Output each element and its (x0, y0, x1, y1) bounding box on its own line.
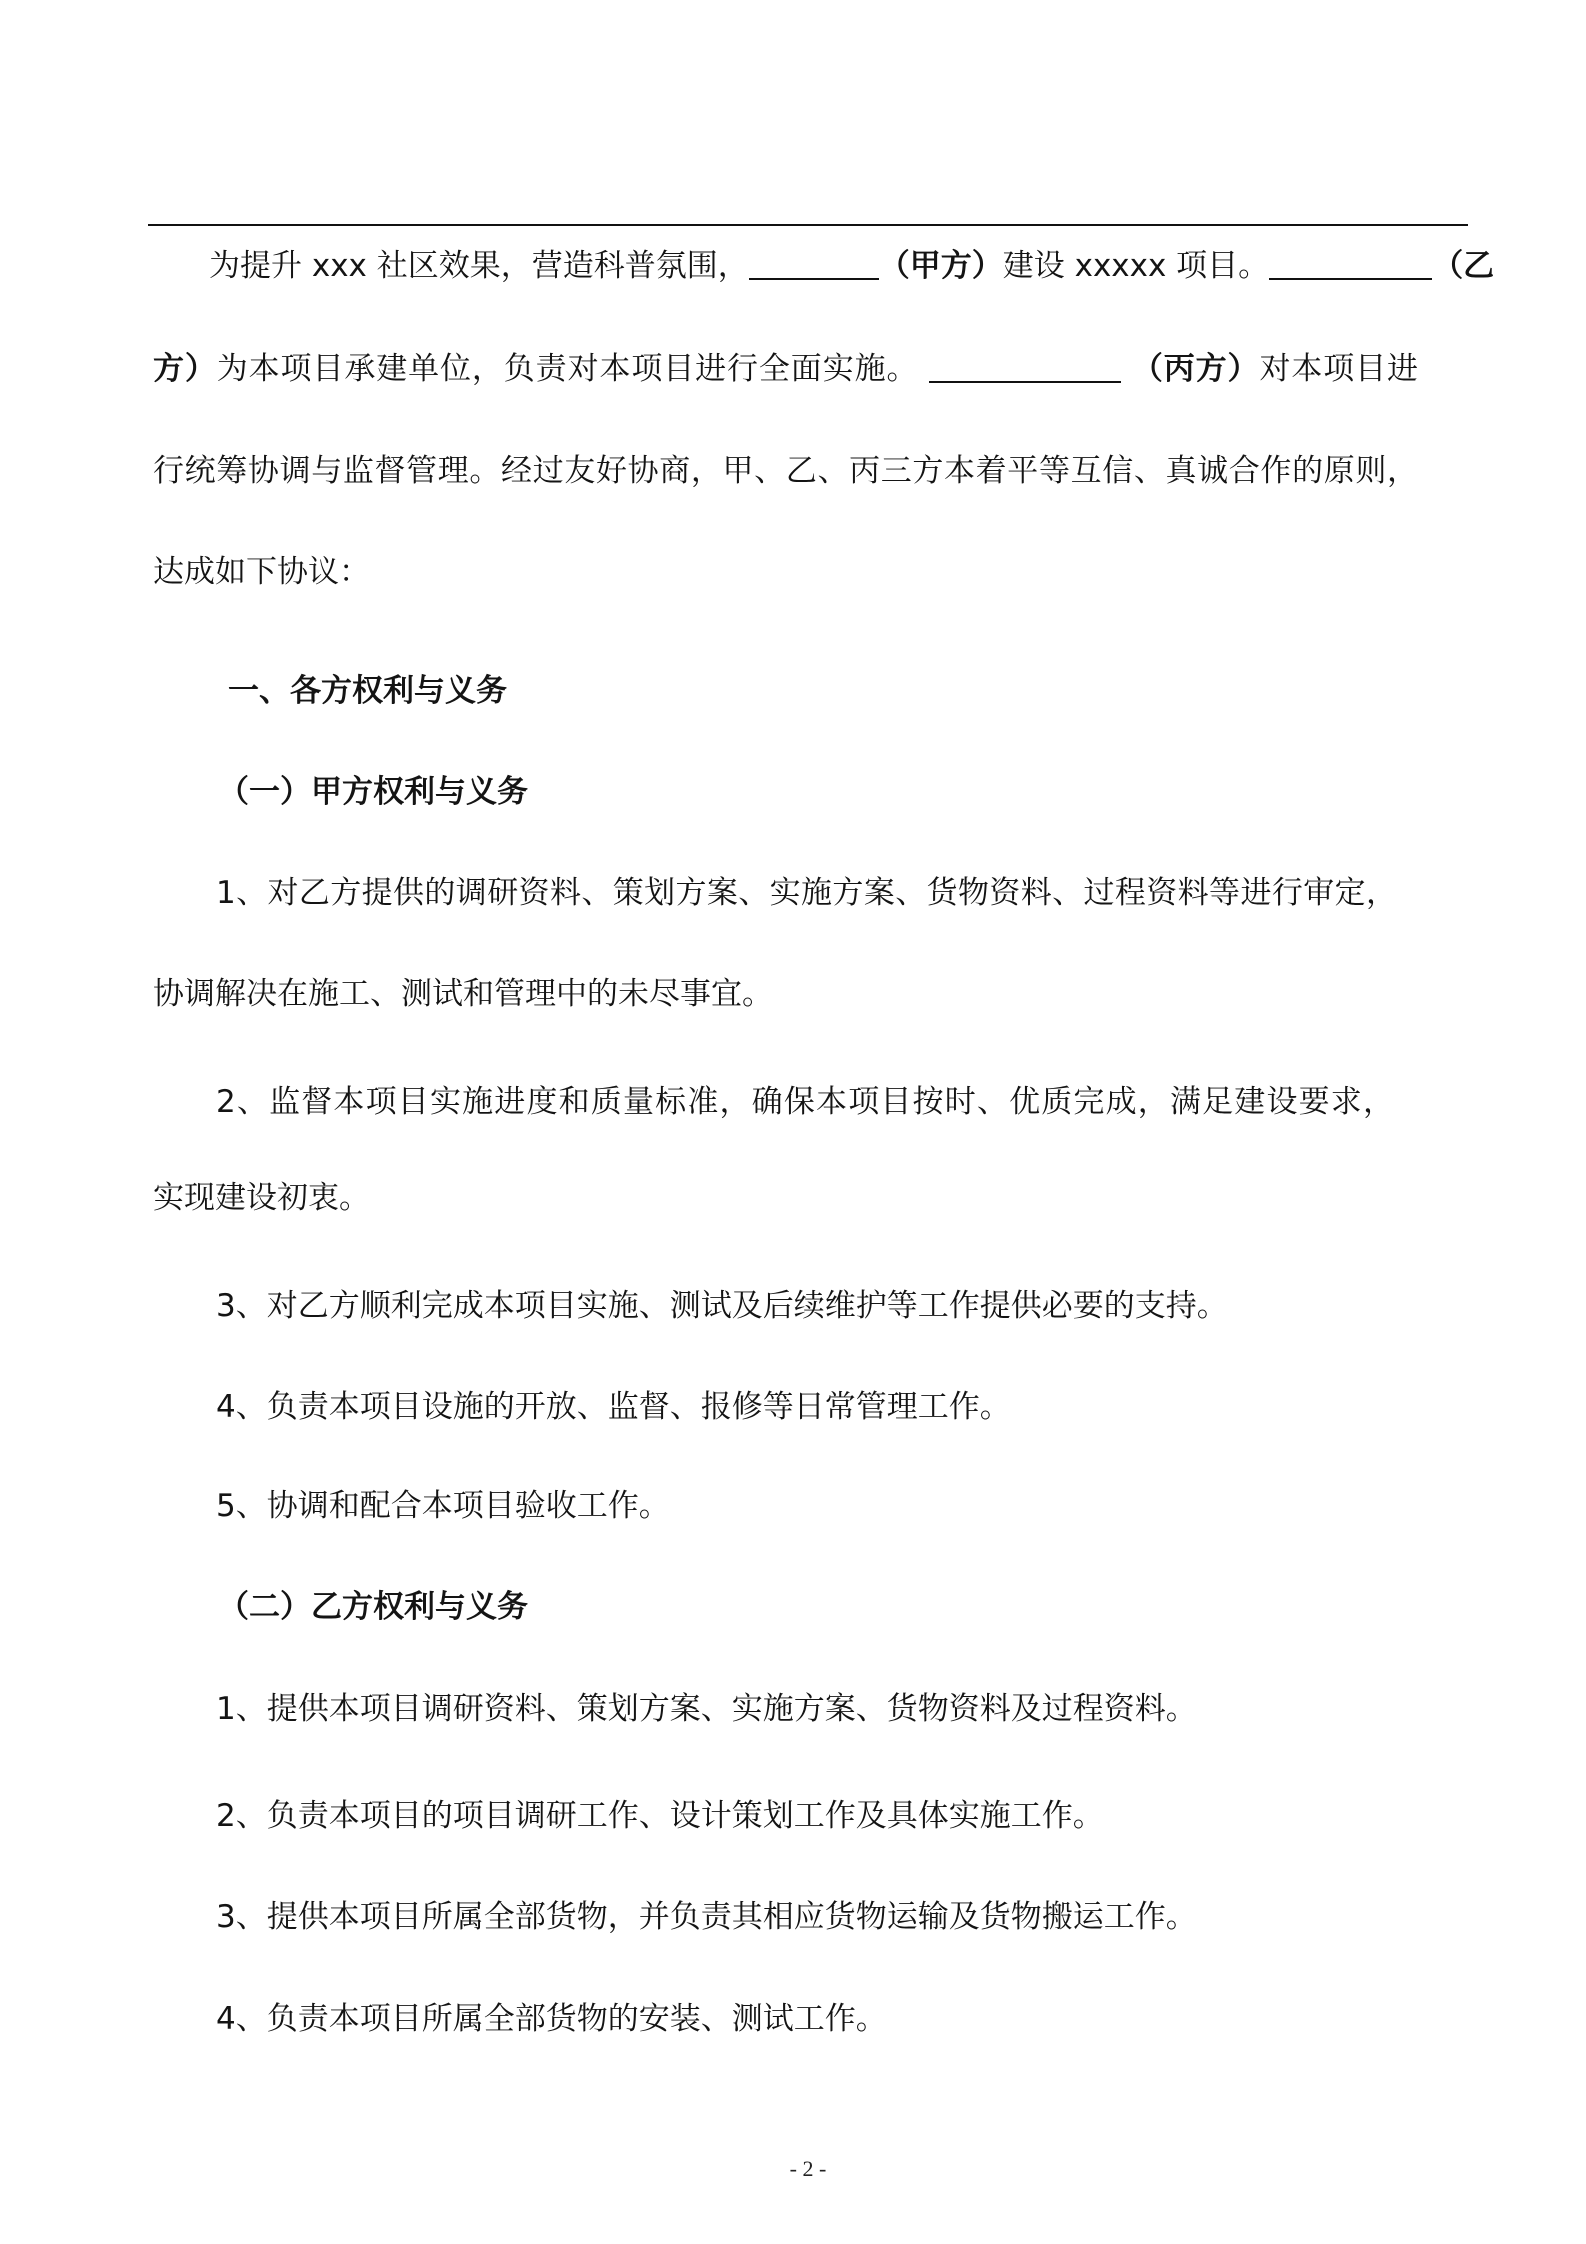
page-number: - 2 - (789, 2156, 827, 2181)
fill-in-blank (1269, 244, 1432, 280)
list-item: 1、对乙方提供的调研资料、策划方案、实施方案、货物资料、过程资料等进行审定， (216, 875, 1397, 911)
intro-text: 建设 xxxxx 项目。 (1002, 248, 1270, 284)
intro-line-3: 行统筹协调与监督管理。经过友好协商，甲、乙、丙三方本着平等互信、真诚合作的原则， (153, 453, 1418, 489)
intro-line-2 (153, 347, 1418, 391)
list-item: 3、提供本项目所属全部货物，并负责其相应货物运输及货物搬运工作。 (216, 1899, 1197, 1935)
intro-text: 为本项目承建单位，负责对本项目进行全面实施。 (216, 351, 919, 387)
party-label: 方） (153, 351, 217, 387)
list-item-continuation: 实现建设初衷。 (153, 1180, 370, 1216)
list-item: 2、监督本项目实施进度和质量标准，确保本项目按时、优质完成，满足建设要求， (216, 1084, 1394, 1120)
subsection-heading-party-a: （一）甲方权利与义务 (218, 774, 528, 810)
party-label: （甲方） (878, 248, 1003, 284)
list-item: 4、负责本项目所属全部货物的安装、测试工作。 (216, 2001, 887, 2037)
intro-line-1 (209, 244, 1495, 288)
party-label: （乙 (1432, 248, 1495, 284)
header-rule (148, 224, 1468, 226)
party-label: （丙方） (1131, 351, 1260, 387)
intro-line-4: 达成如下协议： (153, 554, 370, 590)
list-item: 1、提供本项目调研资料、策划方案、实施方案、货物资料及过程资料。 (216, 1691, 1197, 1727)
list-item: 3、对乙方顺利完成本项目实施、测试及后续维护等工作提供必要的支持。 (216, 1288, 1228, 1324)
section-heading: 一、各方权利与义务 (228, 673, 507, 709)
intro-text: 为提升 xxx 社区效果，营造科普氛围， (209, 248, 749, 284)
intro-text: 对本项目进 (1259, 351, 1418, 387)
list-item: 2、负责本项目的项目调研工作、设计策划工作及具体实施工作。 (216, 1798, 1104, 1834)
fill-in-blank (929, 347, 1121, 383)
list-item: 4、负责本项目设施的开放、监督、报修等日常管理工作。 (216, 1389, 1011, 1425)
list-item-continuation: 协调解决在施工、测试和管理中的未尽事宜。 (153, 976, 773, 1012)
subsection-heading-party-b: （二）乙方权利与义务 (218, 1589, 528, 1625)
list-item: 5、协调和配合本项目验收工作。 (216, 1488, 670, 1524)
fill-in-blank (749, 244, 879, 280)
